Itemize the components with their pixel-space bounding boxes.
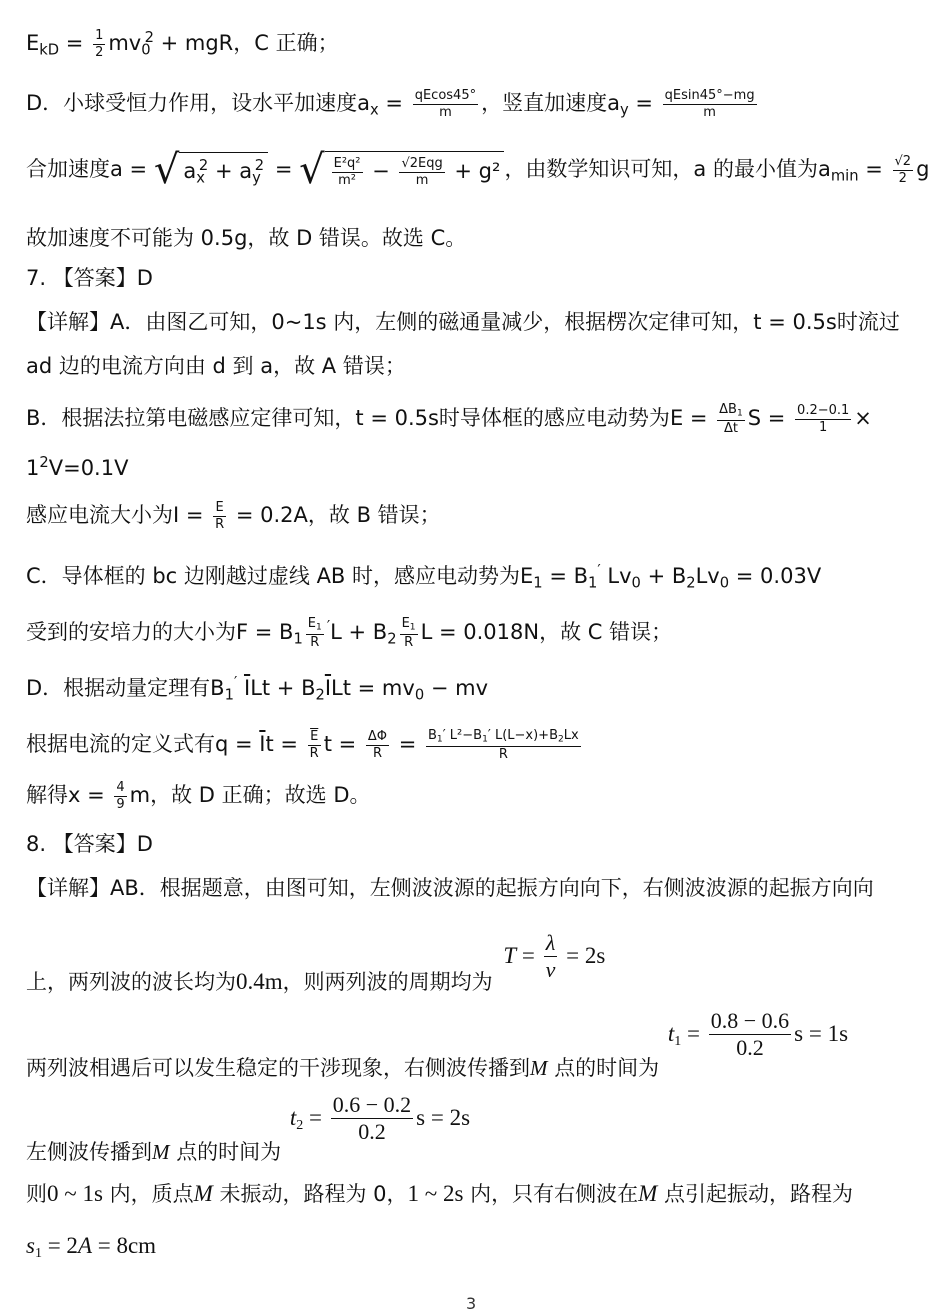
q7-detail-b3: 感应电流大小为I = $\frac{E}{R}$ = 0.2A，故 B 错误； — [26, 500, 441, 532]
text-c1: C．导体框的 bc 边刚越过虚线 AB 时，感应电动势为 — [26, 564, 521, 589]
q7-detail-a2: ad 边的电流方向由 d 到 a，故 A 错误； — [26, 354, 406, 378]
text-c2: 受到的安培力的大小为 — [26, 620, 236, 645]
q7-detail-d2: 根据电流的定义式有$q = \overline{I}t$ = $\frac{\overline{E}}{R}$ t = $\frac{\Delta\Phi}{R}$ = $\frac{B_1' L^2-B_1' L(L-x)+B_2Lx}{R}$ — [26, 728, 579, 762]
text-l5a: 则 — [26, 1182, 47, 1206]
text-b4: ，故 B 错误； — [307, 503, 441, 528]
q7-answer: 7. 【答案】D — [26, 266, 153, 290]
text-d-intro: D．小球受恒力作用，设水平加速度 — [26, 91, 358, 116]
text-l5b: 内，质点 — [109, 1182, 194, 1206]
text-l2a: 上，两列波的波长均为 — [26, 969, 236, 994]
q8-detail-l3: 两列波相遇后可以发生稳定的干涉现象，右侧波传播到M 点的时间为 $t_1$ = $\frac{0.8 - 0.6}{0.2}$ s = 1s — [26, 1008, 849, 1080]
text-l5d: 内，只有右侧波在 — [470, 1182, 639, 1206]
text-b3: 感应电流大小为 — [26, 503, 173, 528]
q8-detail-l2: 上，两列波的波长均为0.4m，则两列波的周期均为 T = $\frac{\lambda}{v}$ = 2s — [26, 930, 606, 994]
text-l3b: 点的时间为 — [554, 1055, 660, 1080]
text-b2: V=0.1V — [48, 456, 129, 481]
text-d4: ，故 D 正确；故选 D。 — [150, 783, 371, 808]
line-accel-components: D．小球受恒力作用，设水平加速度$a_x$ = $\frac{qEcos45^\circ}{m}$ ，竖直加速度$a_y$ = $\frac{qEsin45^\circ-mg}{m}$ — [26, 88, 755, 120]
q8-detail-l4: 左侧波传播到M 点的时间为 $t_2$ = $\frac{0.6 - 0.2}{0.2}$ s = 2s — [26, 1092, 471, 1164]
text-d1: D．根据动量定理有 — [26, 676, 211, 701]
q7-detail-b1: B．根据法拉第电磁感应定律可知，t = 0.5s时导体框的感应电动势为E = $\frac{\Delta B_1}{\Delta t}$ S = $\frac{0.2-0.1}{1}$ × — [26, 402, 872, 436]
q7-detail-d3: 解得x = $\frac{4}{9}$ m，故 D 正确；故选 D。 — [26, 780, 371, 812]
text-min-value: ，由数学知识可知，a 的最小值为 — [504, 157, 818, 181]
text-c3: ，故 C 错误； — [539, 620, 673, 645]
q7-detail-c2: 受到的安培力的大小为$F = B_1$ $\frac{E_1}{R}$ $'L + B_2$ $\frac{E_1}{R}$ L = 0.018N，故 C 错误； — [26, 616, 673, 650]
q7-detail-a1: 【详解】A．由图乙可知，0~1s 内，左侧的磁通量减少，根据楞次定律可知，t = 0.5s时流过 — [26, 310, 900, 334]
text-l5e: 点引起振动，路程为 — [663, 1182, 853, 1206]
line-conclusion-c: 故加速度不可能为 0.5g，故 D 错误。故选 C。 — [26, 226, 467, 250]
text-total-accel: 合加速度 — [26, 157, 110, 181]
q7-detail-b2: $1^2V=0.1V$ — [26, 454, 129, 481]
text-l2b: ，则两列波的周期均为 — [282, 969, 493, 994]
q7-detail-d1: D．根据动量定理有$B_1'$ $\overline{I}Lt + B_2\overline{I}Lt = mv_0$ − mv — [26, 674, 489, 704]
q8-detail-l6: $s_1 = 2A = 8cm$ — [26, 1233, 157, 1262]
text-d2: 根据电流的定义式有 — [26, 732, 215, 757]
text-l5c: 未振动，路程为 0， — [219, 1182, 408, 1206]
q8-answer: 8. 【答案】D — [26, 832, 153, 856]
text-c-correct: ，C 正确； — [233, 31, 339, 56]
line-total-accel: 合加速度a = √ $a_x^2 + a_y^2$ = √ $\frac{\text{E²q²}}{\text{m²}}$ − $\frac{\text{√2Eqg}}{m}$ + g² ，由数学知识可知，a 的最小值为$a_{min}$ = $\frac{√2}{2}$ g — [26, 147, 930, 193]
q8-detail-l5: 则0 ~ 1s 内，质点M 未振动，路程为 0，1 ~ 2s 内，只有右侧波在M 点引起振动，路程为 — [26, 1181, 853, 1206]
text-d3: 解得 — [26, 783, 68, 808]
page-number: 3 — [466, 1294, 477, 1313]
text-l4b: 点的时间为 — [176, 1139, 282, 1164]
text-l3: 两列波相遇后可以发生稳定的干涉现象，右侧波传播到 — [26, 1055, 530, 1080]
text-vertical-accel: ，竖直加速度 — [481, 91, 608, 116]
line-ekd: $E_{kD}$ = $\frac{1}{2}$ $mv_0^2$ + mgR，C 正确； — [26, 28, 339, 60]
text-l4: 左侧波传播到 — [26, 1139, 152, 1164]
text-b1: B．根据法拉第电磁感应定律可知，t = 0.5s时导体框的感应电动势为 — [26, 406, 670, 431]
q7-detail-c1: C．导体框的 bc 边刚越过虚线 AB 时，感应电动势为$E_1 = B_1'$ $Lv_0 + B_2Lv_0 = 0.03V$ — [26, 562, 822, 592]
q8-detail-l1: 【详解】AB．根据题意，由图可知，左侧波波源的起振方向向下，右侧波波源的起振方向向 — [26, 876, 874, 900]
